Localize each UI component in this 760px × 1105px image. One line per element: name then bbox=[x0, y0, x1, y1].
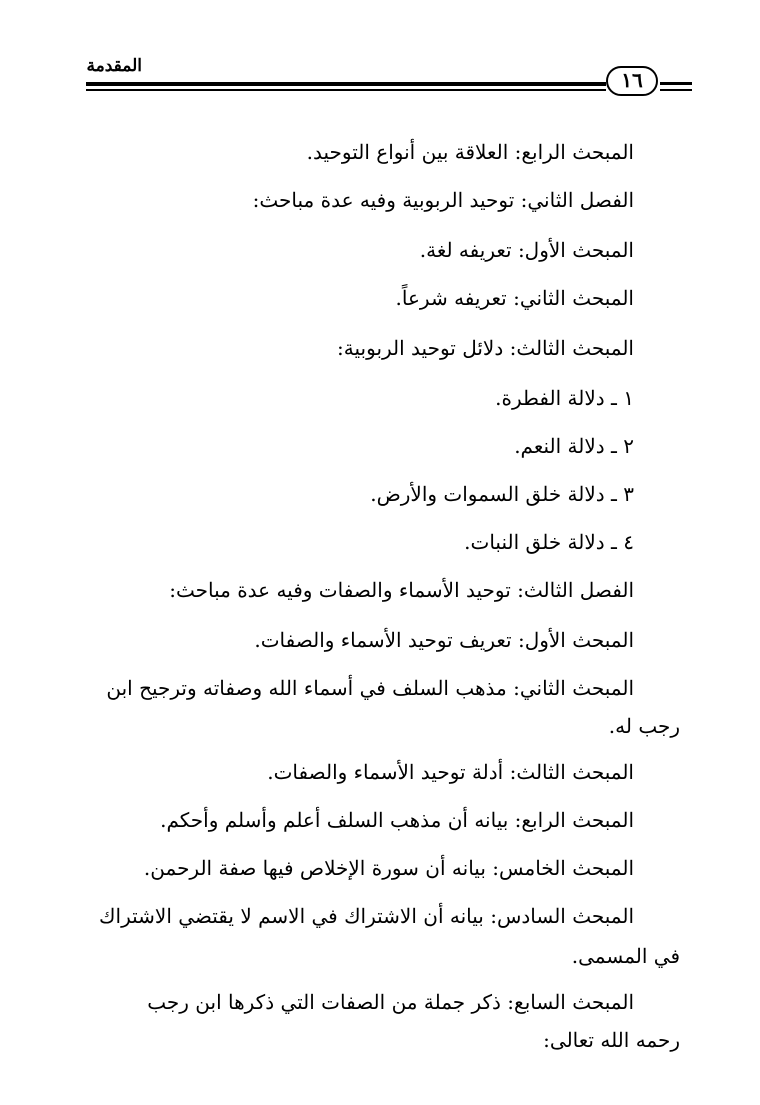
toc-line: المبحث الثالث: أدلة توحيد الأسماء والصفات. bbox=[267, 760, 634, 784]
toc-line: المبحث السادس: بيانه أن الاشتراك في الاسم لا يقتضي الاشتراك bbox=[99, 904, 634, 928]
toc-line-continuation: رجب له. bbox=[608, 714, 680, 738]
toc-line: الفصل الثالث: توحيد الأسماء والصفات وفيه عدة مباحث: bbox=[169, 578, 634, 602]
toc-line: المبحث الرابع: العلاقة بين أنواع التوحيد. bbox=[306, 140, 634, 164]
toc-line-continuation: في المسمى. bbox=[571, 944, 680, 968]
toc-line: المبحث الأول: تعريف توحيد الأسماء والصفات. bbox=[254, 628, 634, 652]
toc-line: ٤ ـ دلالة خلق النبات. bbox=[464, 530, 634, 554]
toc-line: المبحث السابع: ذكر جملة من الصفات التي ذكرها ابن رجب bbox=[147, 990, 634, 1014]
toc-line: المبحث الثاني: مذهب السلف في أسماء الله وصفاته وترجيح ابن bbox=[106, 676, 634, 700]
header-rule-right-thin bbox=[660, 89, 692, 91]
toc-line: المبحث الخامس: بيانه أن سورة الإخلاص فيها صفة الرحمن. bbox=[143, 856, 634, 880]
toc-line: ٣ ـ دلالة خلق السموات والأرض. bbox=[370, 482, 634, 506]
toc-line: الفصل الثاني: توحيد الربوبية وفيه عدة مباحث: bbox=[252, 188, 634, 212]
header-rule-thick bbox=[86, 82, 606, 86]
header-rule-right-thick bbox=[660, 82, 692, 85]
toc-line: ١ ـ دلالة الفطرة. bbox=[495, 386, 634, 410]
running-header bbox=[0, 0, 760, 110]
header-rule-thin bbox=[86, 89, 606, 91]
toc-line: المبحث الأول: تعريفه لغة. bbox=[419, 238, 634, 262]
toc-line: المبحث الثاني: تعريفه شرعاً. bbox=[395, 286, 634, 310]
toc-line: المبحث الرابع: بيانه أن مذهب السلف أعلم وأسلم وأحكم. bbox=[160, 808, 634, 832]
toc-line-continuation: رحمه الله تعالى: bbox=[543, 1028, 680, 1052]
page-number: ١٦ bbox=[606, 66, 658, 96]
toc-line: ٢ ـ دلالة النعم. bbox=[514, 434, 634, 458]
section-title: المقدمة bbox=[86, 56, 142, 76]
toc-line: المبحث الثالث: دلائل توحيد الربوبية: bbox=[337, 336, 634, 360]
